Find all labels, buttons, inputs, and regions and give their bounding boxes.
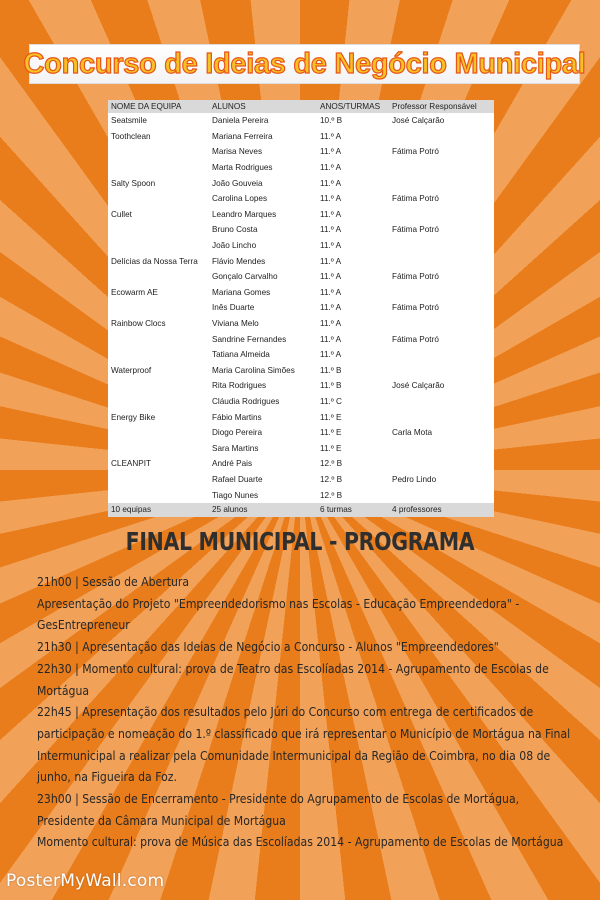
table-row [108, 440, 494, 456]
header-team: NOME DA EQUIPA [108, 100, 209, 113]
teacher-cell [389, 207, 494, 223]
table-body [108, 113, 494, 503]
teacher-cell [389, 160, 494, 176]
teacher-cell [389, 316, 494, 332]
teacher-cell [389, 394, 494, 410]
teacher-cell [389, 363, 494, 379]
team-cell [108, 487, 209, 503]
team-cell [108, 331, 209, 347]
teacher-cell: Fátima Potró [392, 334, 439, 344]
class-cell: 11.º A [320, 303, 342, 313]
team-cell [108, 222, 209, 238]
class-cell: 11.º A [320, 241, 342, 251]
table-header-row [108, 100, 494, 113]
student-cell: Tatiana Almeida [212, 350, 270, 360]
team-cell [108, 300, 209, 316]
header-teacher: Professor Responsável [389, 100, 494, 113]
class-cell: 11.º A [320, 272, 342, 282]
team-cell: Salty Spoon [111, 178, 156, 188]
class-cell: 11.º A [320, 209, 342, 219]
postermywall-watermark[interactable]: PosterMyWall.com [6, 871, 165, 891]
table-row [108, 160, 494, 176]
class-cell: 11.º E [320, 412, 342, 422]
class-cell: 11.º A [320, 163, 342, 173]
class-cell: 12.º B [320, 459, 343, 469]
teacher-cell [389, 487, 494, 503]
team-cell: CLEANPIT [111, 459, 152, 469]
student-cell: Leandro Marques [212, 209, 277, 219]
teacher-cell: Fátima Potró [392, 194, 439, 204]
table-row [108, 207, 494, 223]
team-cell: Delícias da Nossa Terra [111, 256, 198, 266]
team-cell: Energy Bike [111, 412, 156, 422]
class-cell: 12.º B [320, 490, 343, 500]
student-cell: Bruno Costa [212, 225, 258, 235]
class-cell: 11.º A [320, 147, 342, 157]
student-cell: João Gouveia [212, 178, 263, 188]
table-row [108, 222, 494, 238]
table-row [108, 456, 494, 472]
student-cell: Marisa Neves [212, 147, 263, 157]
table-row [108, 300, 494, 316]
footer-teams: 10 equipas [108, 503, 209, 517]
table-row [108, 238, 494, 254]
student-cell: João Lincho [212, 241, 257, 251]
teacher-cell: Fátima Potró [392, 147, 439, 157]
class-cell: 11.º A [320, 256, 342, 266]
student-cell: Inês Duarte [212, 303, 255, 313]
table-row [108, 394, 494, 410]
table-row [108, 487, 494, 503]
header-students: ALUNOS [209, 100, 317, 113]
table-row [108, 316, 494, 332]
teacher-cell: Pedro Lindo [392, 474, 437, 484]
teacher-cell: Fátima Potró [392, 272, 439, 282]
program-title: FINAL MUNICIPAL - PROGRAMA [125, 527, 475, 556]
teacher-cell [389, 456, 494, 472]
table-row [108, 175, 494, 191]
teacher-cell: Fátima Potró [392, 225, 439, 235]
table-row [108, 472, 494, 488]
student-cell: Tiago Nunes [212, 490, 259, 500]
table-row [108, 129, 494, 145]
team-cell: Cullet [111, 209, 132, 219]
table-row [108, 347, 494, 363]
table-row [108, 363, 494, 379]
student-cell: Maria Carolina Simões [212, 365, 295, 375]
team-cell [108, 378, 209, 394]
student-cell: Flávio Mendes [212, 256, 266, 266]
table-row [108, 285, 494, 301]
class-cell: 11.º C [320, 396, 342, 406]
teacher-cell [389, 129, 494, 145]
team-cell [108, 191, 209, 207]
program-item: Momento cultural: prova de Música das Escolíadas 2014 - Agrupamento de Escolas de Mortágua [37, 834, 564, 850]
team-cell [108, 394, 209, 410]
class-cell: 11.º A [320, 287, 342, 297]
footer-students: 25 alunos [209, 503, 317, 517]
student-cell: Fábio Martins [212, 412, 262, 422]
teams-table-panel [108, 100, 494, 515]
student-cell: Mariana Gomes [212, 287, 271, 297]
teacher-cell [389, 409, 494, 425]
student-cell: Daniela Pereira [212, 116, 269, 126]
class-cell: 11.º A [320, 319, 342, 329]
class-cell: 11.º A [320, 350, 342, 360]
teacher-cell [389, 253, 494, 269]
class-cell: 11.º E [320, 428, 342, 438]
program-item: Apresentação do Projeto "Empreendedorismo nas Escolas - Educação Empreendedora" - GesEntrepreneur [37, 595, 520, 633]
table-row [108, 191, 494, 207]
table-row [108, 144, 494, 160]
team-cell [108, 440, 209, 456]
table-row [108, 253, 494, 269]
student-cell: André Pais [212, 459, 253, 469]
teacher-cell [389, 175, 494, 191]
student-cell: Mariana Ferreira [212, 131, 273, 141]
team-cell [108, 238, 209, 254]
team-cell: Rainbow Clocs [111, 319, 166, 329]
poster-title-banner [23, 44, 586, 84]
teams-table [108, 100, 494, 517]
table-row [108, 331, 494, 347]
teacher-cell [389, 238, 494, 254]
footer-teachers: 4 professores [389, 503, 494, 517]
team-cell [108, 347, 209, 363]
student-cell: Rafael Duarte [212, 474, 263, 484]
team-cell [108, 144, 209, 160]
class-cell: 11.º B [320, 365, 342, 375]
team-cell: Waterproof [111, 365, 152, 375]
team-cell: Seatsmile [111, 116, 147, 126]
student-cell: Marta Rodrigues [212, 163, 273, 173]
class-cell: 11.º A [320, 178, 342, 188]
class-cell: 11.º E [320, 443, 342, 453]
class-cell: 11.º A [320, 194, 342, 204]
teacher-cell: José Calçarão [392, 381, 445, 391]
table-row [108, 409, 494, 425]
teacher-cell [389, 440, 494, 456]
program-item: 21h30 | Apresentação das Ideias de Negócio a Concurso - Alunos "Empreendedores" [37, 639, 499, 655]
teacher-cell [389, 347, 494, 363]
program-item: 22h45 | Apresentação dos resultados pelo Júri do Concurso com entrega de certificados de participação e nomeação do 1.º classificado que irá representar o Município de Mortágua na Final Intermunicipal a realizar pela Comunidade Intermunicipal da Região de Coimbra, no dia 08 de junho, na Figueira da Foz. [37, 704, 571, 785]
class-cell: 12.º B [320, 474, 343, 484]
student-cell: Gonçalo Carvalho [212, 272, 278, 282]
class-cell: 11.º A [320, 131, 342, 141]
student-cell: Rita Rodrigues [212, 381, 267, 391]
student-cell: Carolina Lopes [212, 194, 268, 204]
team-cell [108, 160, 209, 176]
program-item: 22h30 | Momento cultural: prova de Teatro das Escolíadas 2014 - Agrupamento de Escolas de Mortágua [37, 660, 549, 698]
class-cell: 11.º A [320, 225, 342, 235]
team-cell: Ecowarm AE [111, 287, 158, 297]
teacher-cell: José Calçarão [392, 116, 445, 126]
team-cell [108, 425, 209, 441]
teacher-cell [389, 285, 494, 301]
header-classes: ANOS/TURMAS [317, 100, 389, 113]
class-cell: 10.º B [320, 116, 343, 126]
program-item: 23h00 | Sessão de Encerramento - Presidente do Agrupamento de Escolas de Mortágua, Presidente da Câmara Municipal de Mortágua [37, 791, 520, 828]
student-cell: Sara Martins [212, 443, 259, 453]
table-row [108, 113, 494, 129]
team-cell [108, 472, 209, 488]
teacher-cell: Fátima Potró [392, 303, 439, 313]
student-cell: Cláudia Rodrigues [212, 396, 280, 406]
table-row [108, 425, 494, 441]
footer-classes: 6 turmas [317, 503, 389, 517]
student-cell: Sandrine Fernandes [212, 334, 287, 344]
table-footer-row [108, 503, 494, 517]
program-list [37, 571, 576, 853]
student-cell: Viviana Melo [212, 319, 259, 329]
class-cell: 11.º B [320, 381, 342, 391]
team-cell [108, 269, 209, 285]
student-cell: Diogo Pereira [212, 428, 263, 438]
class-cell: 11.º A [320, 334, 342, 344]
program-item: 21h00 | Sessão de Abertura [37, 574, 190, 589]
team-cell: Toothclean [111, 131, 151, 141]
poster-title: Concurso de Ideias de Negócio Municipal [23, 47, 586, 80]
teacher-cell: Carla Mota [392, 428, 433, 438]
table-row [108, 378, 494, 394]
table-row [108, 269, 494, 285]
